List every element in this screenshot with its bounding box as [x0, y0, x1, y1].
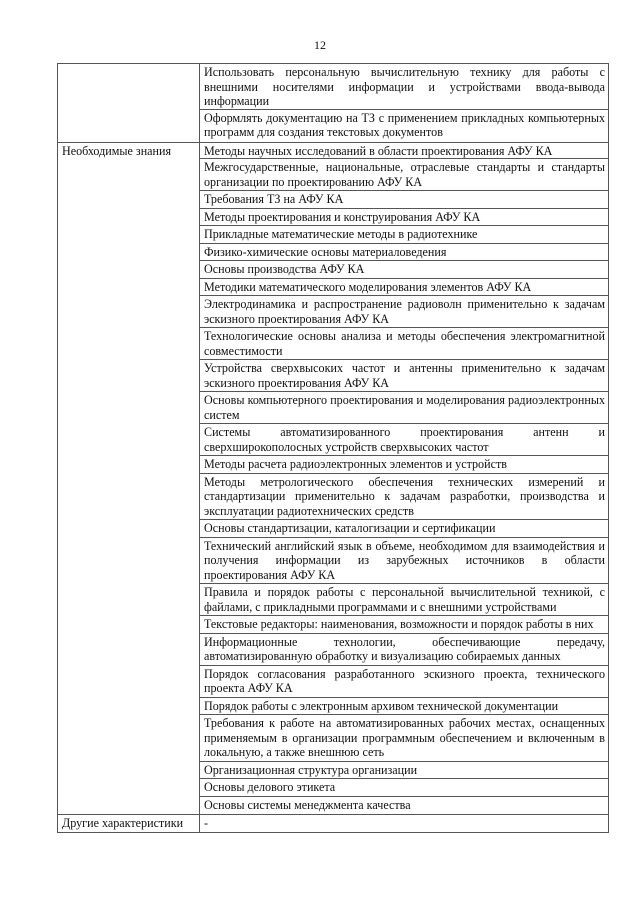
list-item: Технический английский язык в объеме, необходимом для взаимодействия и получения информации из зарубежных источников в области проектирования АФУ КА: [200, 537, 608, 584]
list-item: Методы проектирования и конструирования АФУ КА: [200, 208, 608, 226]
list-item: Текстовые редакторы: наименования, возможности и порядок работы в них: [200, 615, 608, 633]
row-items: [200, 815, 609, 833]
competency-table: [57, 63, 609, 833]
list-item: Методики математического моделирования элементов АФУ КА: [200, 278, 608, 296]
table-row: [58, 64, 609, 143]
row-items: [200, 142, 609, 815]
list-item: Требования к работе на автоматизированных рабочих местах, оснащенных применяемым в организации программным обеспечением и включенным в локальную, а также внешнюю сеть: [200, 714, 608, 761]
page-number: 12: [314, 38, 326, 52]
list-item: Информационные технологии, обеспечивающие передачу, автоматизированную обработку и визуализацию собираемых данных: [200, 633, 608, 665]
list-item: Порядок согласования разработанного эскизного проекта, технического проекта АФУ КА: [200, 665, 608, 697]
list-item: Технологические основы анализа и методы обеспечения электромагнитной совместимости: [200, 327, 608, 359]
list-item: Электродинамика и распространение радиоволн применительно к задачам эскизного проектирования АФУ КА: [200, 295, 608, 327]
list-item: Устройства сверхвысоких частот и антенны применительно к задачам эскизного проектирования АФУ КА: [200, 359, 608, 391]
list-item: Методы метрологического обеспечения технических измерений и стандартизации применительно к задачам разработки, производства и эксплуатации радиотехнических средств: [200, 473, 608, 520]
list-item: Прикладные математические методы в радиотехнике: [200, 225, 608, 243]
list-item: Организационная структура организации: [200, 761, 608, 779]
row-label: [58, 64, 200, 143]
table-row: [58, 142, 609, 815]
row-label: Другие характеристики: [58, 815, 200, 833]
list-item: Методы научных исследований в области проектирования АФУ КА: [204, 143, 553, 158]
list-item: Оформлять документацию на ТЗ с применением прикладных компьютерных программ для создания текстовых документов: [200, 109, 608, 141]
row-items: [200, 64, 609, 143]
list-item: Межгосударственные, национальные, отраслевые стандарты и стандарты организации по проектированию АФУ КА: [200, 158, 608, 190]
list-item: Порядок работы с электронным архивом технической документации: [200, 697, 608, 715]
list-item: Физико-химические основы материаловедения: [200, 243, 608, 261]
list-item: Основы производства АФУ КА: [200, 260, 608, 278]
list-item: Требования ТЗ на АФУ КА: [200, 190, 608, 208]
list-item: Основы системы менеджмента качества: [200, 796, 608, 814]
table-row: [58, 815, 609, 833]
table-body: [58, 64, 609, 833]
list-item: Основы компьютерного проектирования и моделирования радиоэлектронных систем: [200, 391, 608, 423]
list-item: Основы стандартизации, каталогизации и сертификации: [200, 519, 608, 537]
list-item: Основы делового этикета: [200, 778, 608, 796]
list-item: Системы автоматизированного проектирования антенн и сверхширокополосных устройств сверхвысоких частот: [200, 423, 608, 455]
list-item: Методы расчета радиоэлектронных элементов и устройств: [200, 455, 608, 473]
list-item: -: [204, 816, 209, 830]
list-item: Правила и порядок работы с персональной вычислительной техникой, с файлами, с прикладными программами и с внешними устройствами: [200, 583, 608, 615]
list-item: Использовать персональную вычислительную технику для работы с внешними носителями информации и устройствами ввода-вывода информации: [204, 65, 605, 108]
row-label: Необходимые знания: [58, 142, 200, 815]
